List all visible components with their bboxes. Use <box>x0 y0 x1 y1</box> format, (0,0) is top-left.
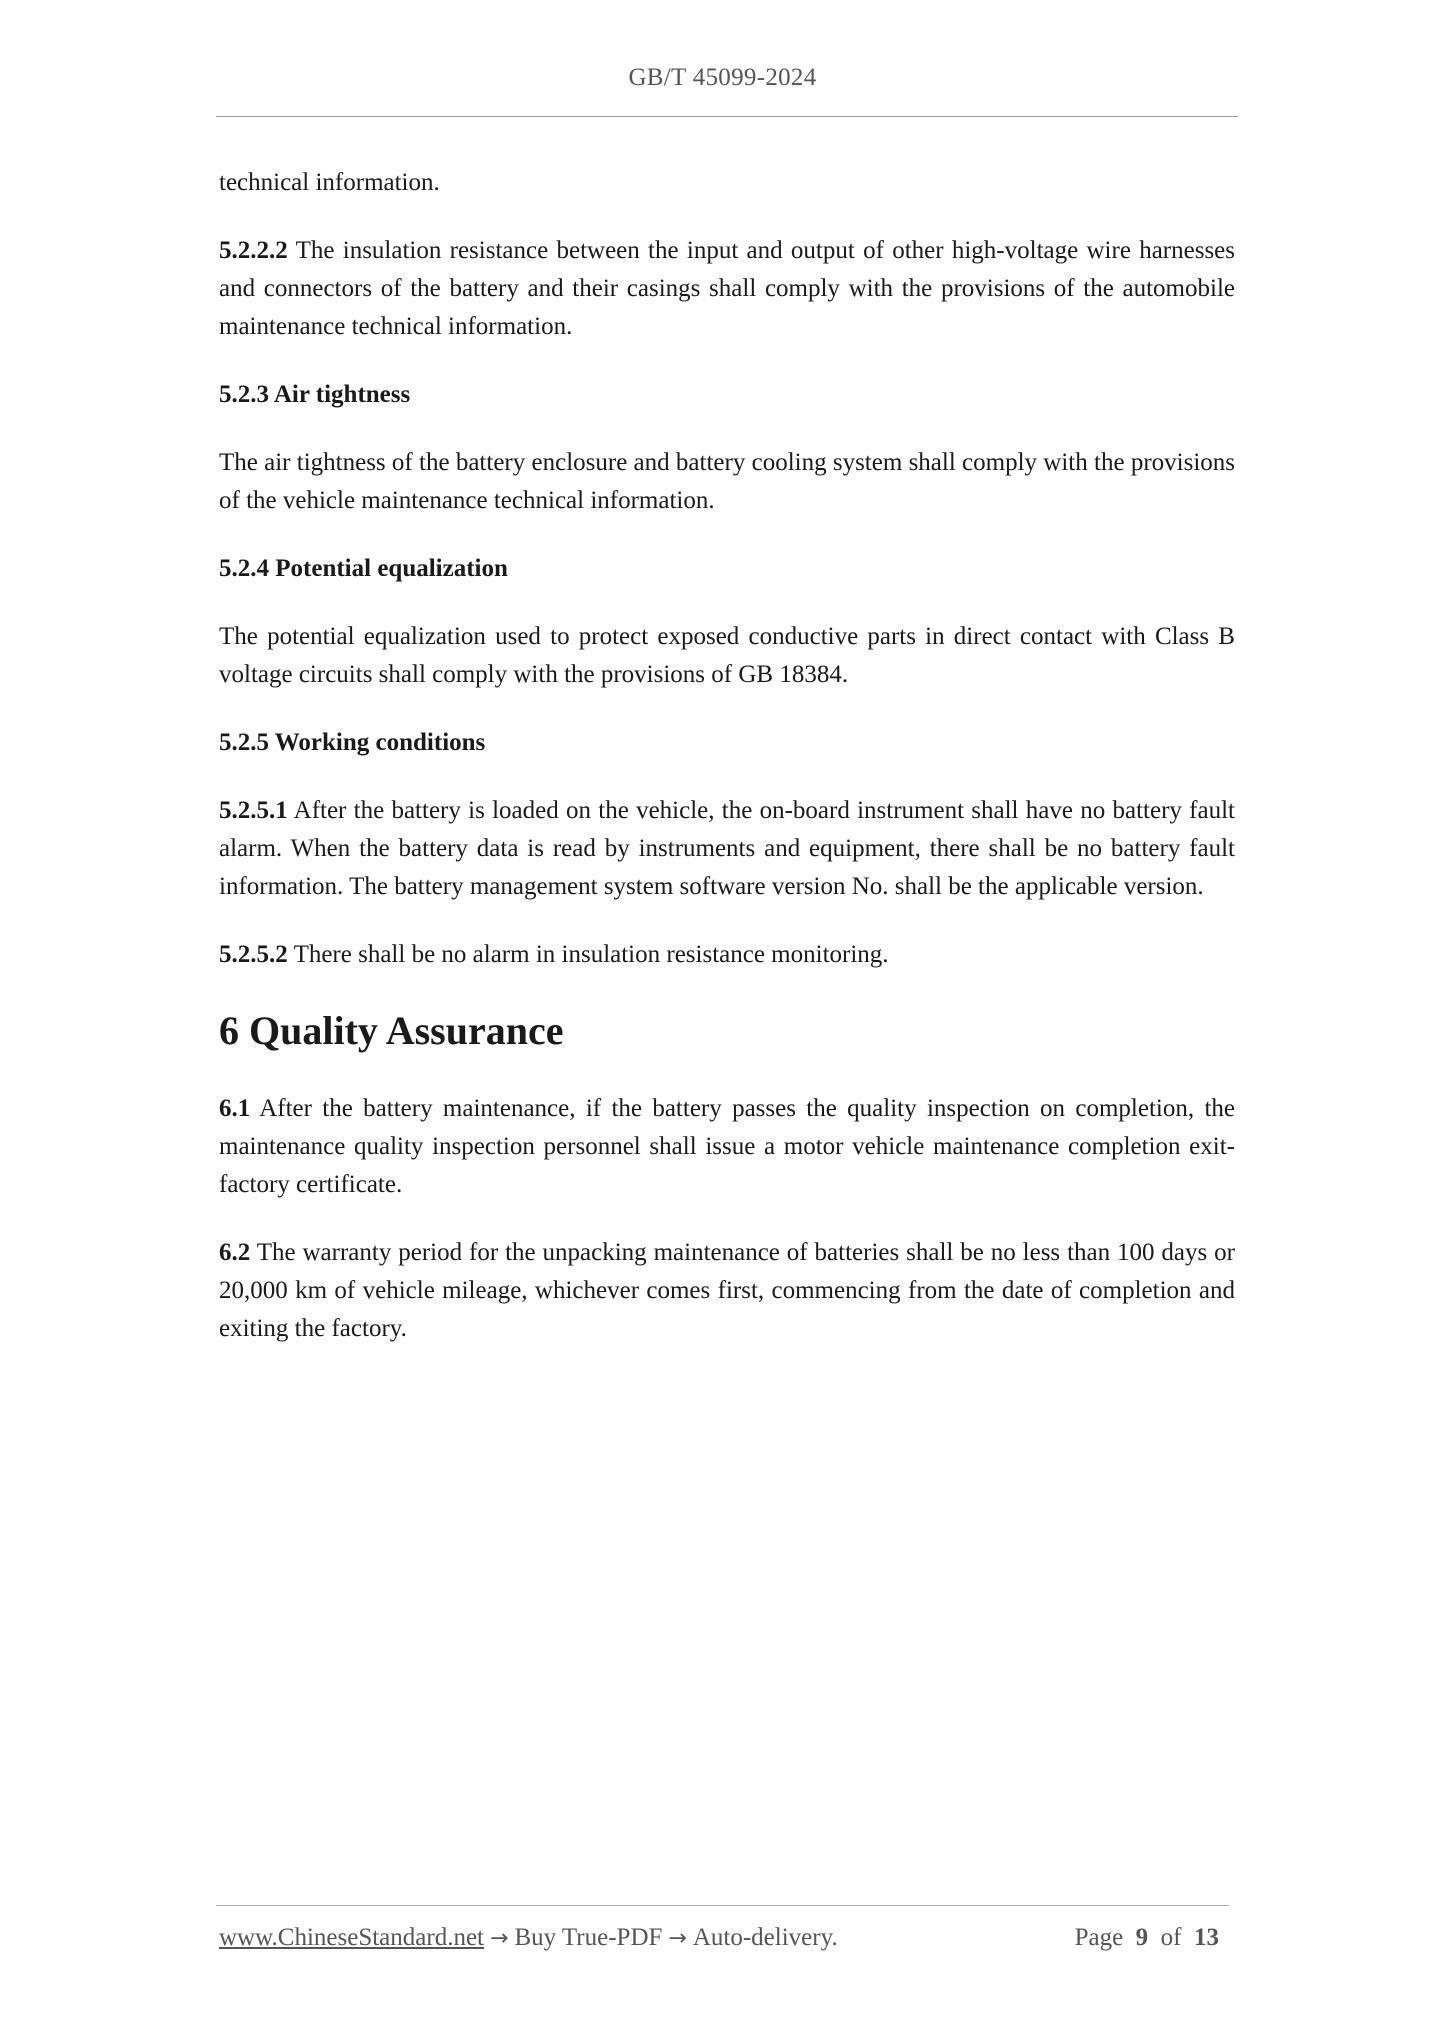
section-6-title: 6 Quality Assurance <box>219 1008 564 1053</box>
website-link[interactable]: www.ChineseStandard.net <box>219 1924 484 1951</box>
auto-delivery-text: Auto-delivery. <box>692 1924 838 1951</box>
arrow-right-icon: → <box>668 1926 687 1951</box>
page-total: 13 <box>1194 1924 1219 1951</box>
footer-promo <box>219 1924 838 1952</box>
heading-5-2-5: 5.2.5 Working conditions <box>219 729 486 756</box>
clause-number: 5.2.5.1 <box>219 797 288 824</box>
clause-number: 5.2.5.2 <box>219 941 288 968</box>
clause-number: 5.2.2.2 <box>219 237 288 264</box>
clause-text: The potential equalization used to protect exposed conductive parts in direct contact with Class B voltage circuits shall comply with the provisions of GB 18384. <box>219 623 1235 688</box>
page-body <box>219 164 1235 1378</box>
buy-true-pdf-text: Buy True-PDF <box>514 1924 663 1951</box>
clause-6-1 <box>219 1090 1235 1204</box>
document-id-header: GB/T 45099-2024 <box>628 64 817 91</box>
footer-divider <box>216 1905 1229 1906</box>
clause-text: The warranty period for the unpacking maintenance of batteries shall be no less than 100 days or 20,000 km of vehicle mileage, whichever comes first, commencing from the date of completion and exiting the factory. <box>219 1239 1235 1342</box>
arrow-right-icon: → <box>490 1926 509 1951</box>
paragraph-text: technical information. <box>219 169 440 196</box>
header-divider <box>216 116 1238 117</box>
continued-paragraph <box>219 164 1235 202</box>
clause-5-2-4-body <box>219 618 1235 694</box>
page-label: Page <box>1074 1924 1124 1951</box>
clause-5-2-3-body <box>219 444 1235 520</box>
clause-text: There shall be no alarm in insulation resistance monitoring. <box>293 941 889 968</box>
heading-5-2-4: 5.2.4 Potential equalization <box>219 555 508 582</box>
of-label: of <box>1160 1924 1182 1951</box>
clause-5-2-5-1 <box>219 792 1235 906</box>
clause-6-2 <box>219 1234 1235 1348</box>
clause-text: The air tightness of the battery enclosure and battery cooling system shall comply with the provisions of the vehicle maintenance technical information. <box>219 449 1235 514</box>
clause-5-2-2-2 <box>219 232 1235 346</box>
clause-number: 6.2 <box>219 1239 251 1266</box>
clause-text: After the battery is loaded on the vehicle, the on-board instrument shall have no battery fault alarm. When the battery data is read by instruments and equipment, there shall be no battery fault information. The battery management system software version No. shall be the applicable version. <box>219 797 1235 900</box>
page-indicator <box>1075 1924 1219 1952</box>
clause-text: After the battery maintenance, if the battery passes the quality inspection on completion, the maintenance quality inspection personnel shall issue a motor vehicle maintenance completion exit-factory certificate. <box>219 1095 1235 1198</box>
clause-text: The insulation resistance between the input and output of other high-voltage wire harnesses and connectors of the battery and their casings shall comply with the provisions of the automobile maintenance technical information. <box>219 237 1235 340</box>
page-number: 9 <box>1135 1924 1149 1951</box>
clause-number: 6.1 <box>219 1095 251 1122</box>
clause-5-2-5-2 <box>219 936 1235 974</box>
heading-5-2-3: 5.2.3 Air tightness <box>219 381 411 408</box>
